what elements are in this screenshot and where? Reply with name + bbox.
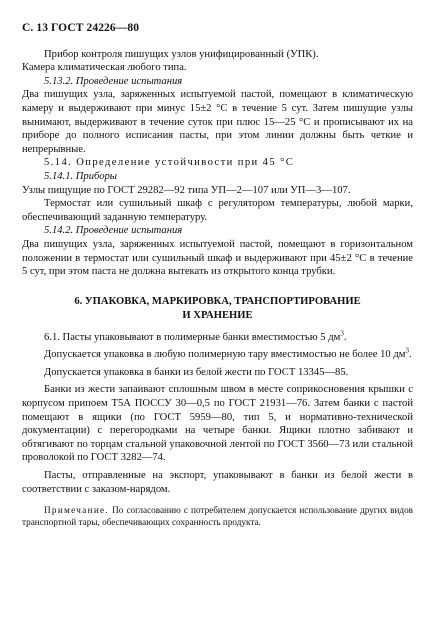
clause-5-13-2-text: Два пишущих узла, заряженных испытуемой пастой, помещают в климатическую камеру и выдерживают при минус 15±2 °С в течение 5 сут. Затем пишущие узлы вынимают, выдерживают в течение суток при плюс 15—25 °С и прописывают их на приборе до полного исписания пасты, при этом линии должны быть четкие и непрерывные. <box>22 89 413 155</box>
section-6-paragraph-2-text: Допускается упаковка в любую полимерную тару вместимостью не более 10 дм <box>44 349 406 361</box>
clause-5-14-title: 5.14. Определение устойчивости при 45 °С <box>44 157 295 169</box>
section-6-paragraph-3: Допускается упаковка в банки из белой жести по ГОСТ 13345—85. <box>44 366 349 378</box>
clause-6-1 <box>22 331 413 345</box>
section-6-body <box>22 331 413 497</box>
section-6-paragraph-2-sup: 3 <box>405 346 409 355</box>
section-6-paragraph-2-end: . <box>408 349 412 361</box>
note <box>22 504 413 528</box>
intro-line-2: Камера климатическая любого типа. <box>22 62 187 74</box>
clause-6-1-text: 6.1. Пасты упаковывают в полимерные банки вместимостью 5 дм <box>44 331 341 343</box>
clause-5-14-2-title: 5.14.2. Проведение испытания <box>44 225 183 237</box>
clause-5-14-1-title: 5.14.1. Приборы <box>44 170 117 182</box>
clause-6-1-sup: 3 <box>340 329 344 338</box>
clause-5-13-2-title: 5.13.2. Проведение испытания <box>44 75 183 87</box>
clause-5-14-1-line-1: Узлы пищущие по ГОСТ 29282—92 типа УП—2—107 или УП—3—107. <box>22 184 351 196</box>
section-6-heading-line-1: 6. УПАКОВКА, МАРКИРОВКА, ТРАНСПОРТИРОВАНИЕ <box>74 295 361 307</box>
section-6-heading-line-2: И ХРАНЕНИЕ <box>182 309 253 321</box>
page-header: С. 13 ГОСТ 24226—80 <box>22 22 140 34</box>
clause-6-1-end: . <box>343 331 347 343</box>
section-6-paragraph-4: Банки из жести запаивают сплошным швом в месте соприкосновения крышки с корпусом припоем Т5А ПОССУ 30—0,5 по ГОСТ 21931—76. Затем банки с пастой помещают в ящики (по ГОСТ 5959—80, тип 5, и нормативно-технической документации) с перегородками на четыре банки. Ящики плотно забивают и обтягивают по торцам стальной упаковочной лентой по ГОСТ 3560—73 или стальной проволокой по ГОСТ 3282—74. <box>22 384 413 464</box>
note-label: Примечание. <box>44 505 110 516</box>
section-6-heading <box>22 295 413 323</box>
section-6-paragraph-5: Пасты, отправленные на экспорт, упаковывают в банки из белой жести в соответствии с заказом-нарядом. <box>22 470 413 495</box>
intro-line-1: Прибор контроля пишущих узлов унифицированный (УПК). <box>44 48 319 60</box>
note-text: По согласованию с потребителем допускается использование других видов транспортной тары, обеспечивающих сохранность продукта. <box>22 505 413 528</box>
clause-5-14-2-text: Два пишущих узла, заряженных испытуемой пастой, помещают в горизонтальном положении в термостат или сушильный шкаф и выдерживают при 45±2 °С в течение 5 сут, при этом паста не должна вытекать из открытого конца трубки. <box>22 238 413 278</box>
section-6-paragraph-2 <box>22 348 413 362</box>
clause-5-14-1-line-2: Термостат или сушильный шкаф с регулятором температуры, любой марки, обеспечивающий заданную температуру. <box>22 198 413 223</box>
